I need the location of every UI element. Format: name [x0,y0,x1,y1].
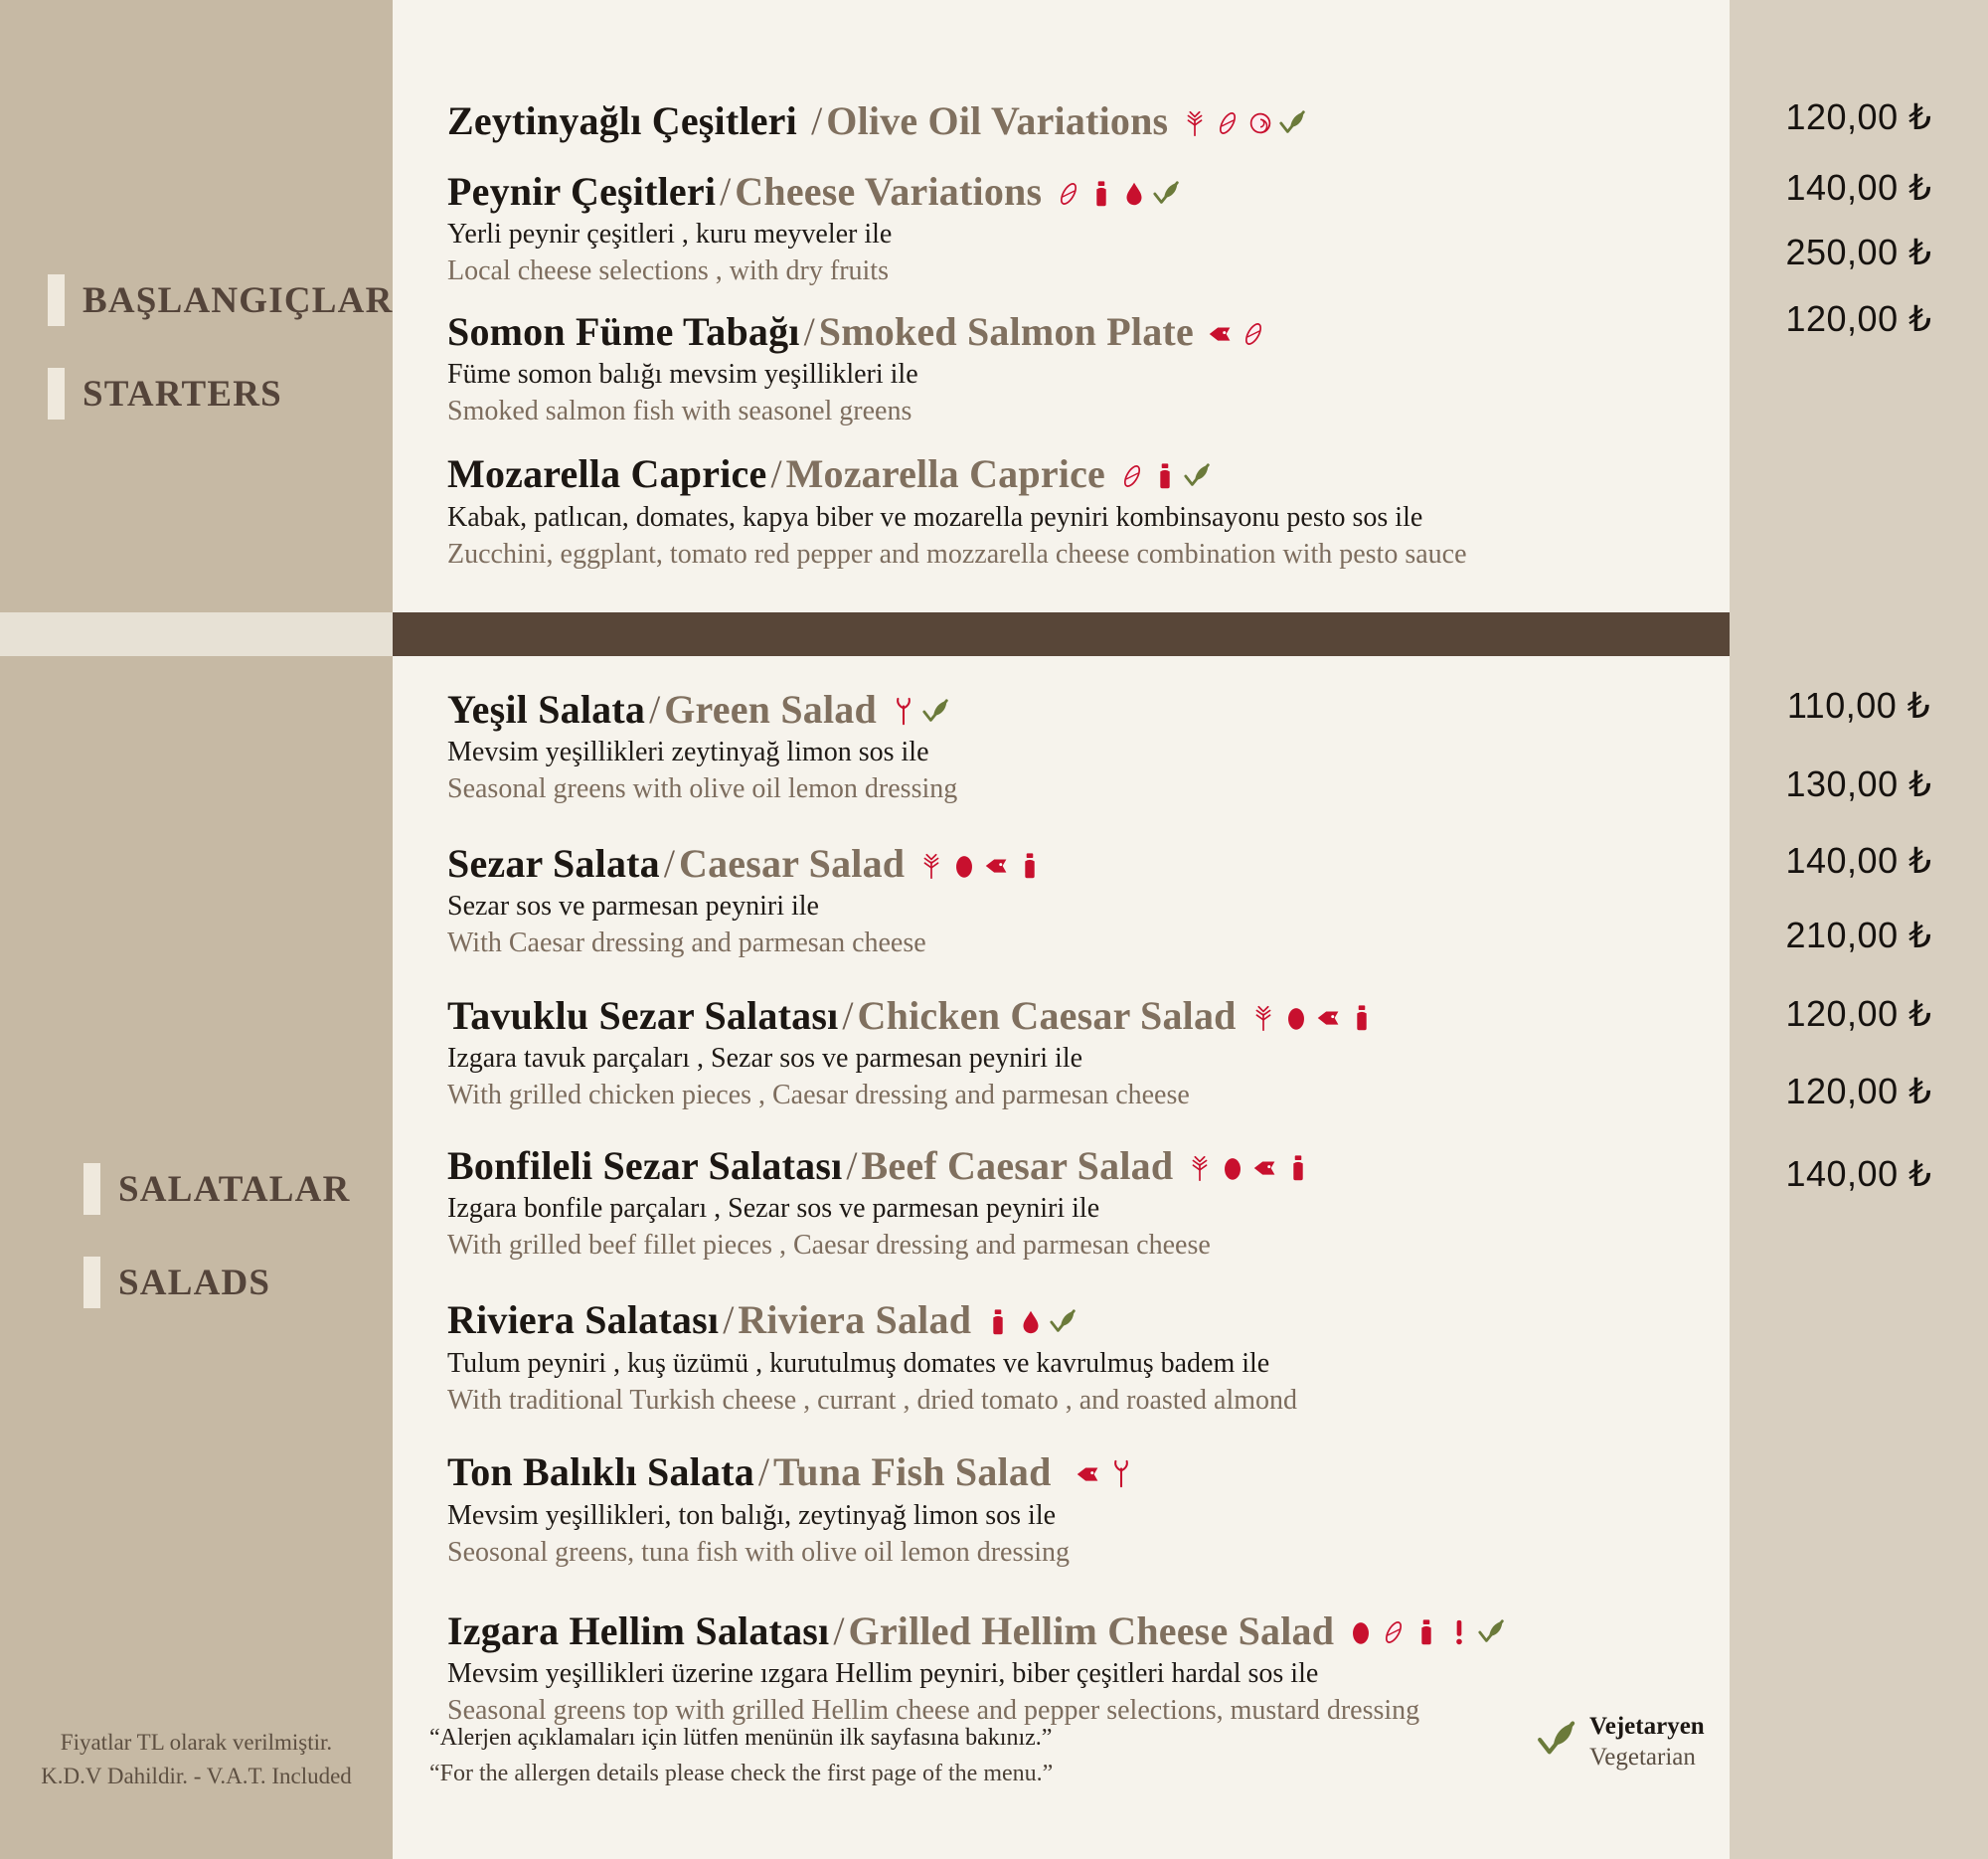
menu-item-price: 140,00 ₺ [1785,1153,1932,1194]
wheat-icon [1180,96,1213,141]
vegetarian-icon [1477,1606,1510,1651]
menu-item-title [447,306,1730,355]
celery-icon [889,685,921,730]
menu-item-title [447,448,1730,497]
vegetarian-icon [1049,1295,1081,1340]
price-disclaimer-line2: K.D.V Dahildir. - V.A.T. Included [41,1764,352,1789]
allergen-icon-group [1206,306,1271,353]
menu-item-price: 140,00 ₺ [1785,840,1932,881]
allergen-icon-group [889,684,954,731]
allergen-icon-group [916,838,1048,885]
mustard-icon [1411,1606,1444,1651]
name-separator: / [720,169,732,215]
egg-icon [1281,991,1314,1036]
fish-icon [1206,307,1239,352]
menu-item-name-tr: Tavuklu Sezar Salatası [447,993,839,1039]
egg-icon [949,839,982,884]
menu-item [393,838,1730,962]
menu-item-price: 210,00 ₺ [1785,915,1932,955]
menu-item-description-tr: Tulum peyniri , kuş üzümü , kurutulmuş domates ve kavrulmuş badem ile [447,1347,1270,1379]
menu-item-name-tr: Mozarella Caprice [447,451,767,497]
name-separator: / [663,841,675,887]
salads-item-list [393,684,1730,1730]
menu-item-name-en: Riviera Salad [738,1297,972,1343]
name-separator: / [842,993,854,1039]
sulphite-icon [1444,1606,1477,1651]
menu-item-title [447,838,1730,887]
menu-item-title [447,990,1730,1039]
menu-item-price: 250,00 ₺ [1785,232,1932,272]
menu-item-description-tr: Mevsim yeşillikleri üzerine ızgara Hellim peyniri, biber çeşitleri hardal sos ile [447,1657,1319,1689]
menu-item-description-tr: Kabak, patlıcan, domates, kapya biber ve mozarella peyniri kombinsayonu pesto sos ile [447,501,1423,533]
menu-item-price: 120,00 ₺ [1785,993,1932,1034]
allergen-icon-group [983,1294,1081,1341]
menu-item [393,448,1730,573]
category-salads-label-tr: SALATALAR [118,1168,351,1210]
vegetarian-icon [1278,96,1311,141]
nut-icon [1239,307,1271,352]
category-starters-label-tr: BAŞLANGIÇLAR [83,279,394,321]
milk-icon [1016,1295,1049,1340]
egg-icon [1346,1606,1379,1651]
menu-item-name-en: Chicken Caesar Salad [857,993,1237,1039]
mustard-icon [1015,839,1048,884]
allergen-note [429,1720,1053,1791]
menu-item-description-en: With traditional Turkish cheese , currant , dried tomato , and roasted almond [447,1384,1298,1416]
vegetarian-icon [1152,167,1185,212]
menu-item-title [447,1446,1730,1495]
mustard-icon [1283,1141,1316,1186]
mustard-icon [983,1295,1016,1340]
menu-item-title [447,1294,1730,1343]
menu-item-name-en: Olive Oil Variations [826,98,1169,143]
menu-item-price: 120,00 ₺ [1785,1071,1932,1111]
menu-item-description-tr: Mevsim yeşillikleri, ton balığı, zeytinyağ limon sos ile [447,1499,1057,1531]
menu-item-name-tr: Zeytinyağlı Çeşitleri [447,98,808,143]
category-starters-tr [48,274,393,326]
menu-item-description-en: Seasonal greens with olive oil lemon dressing [447,773,958,805]
menu-item-name-tr: Somon Füme Tabağı [447,309,800,355]
price-disclaimer [0,1726,393,1793]
menu-item [393,166,1730,290]
name-separator: / [649,687,661,732]
vegetarian-icon [921,685,954,730]
menu-item-name-en: Caesar Salad [679,841,906,887]
category-salads [0,1163,393,1350]
menu-item-title [447,1140,1730,1189]
price-disclaimer-line1: Fiyatlar TL olarak verilmiştir. [60,1730,333,1755]
egg-icon [1218,1141,1250,1186]
vegetarian-legend-labels [1589,1712,1705,1773]
allergen-note-en: “For the allergen details please check the first page of the menu.” [429,1761,1054,1786]
menu-item [393,684,1730,808]
category-tick-icon [83,1257,100,1308]
menu-item-name-en: Green Salad [664,687,877,732]
menu-item-price: 130,00 ₺ [1785,763,1932,804]
category-tick-icon [48,368,65,420]
name-separator: / [757,1449,770,1495]
menu-item-description-tr: Izgara bonfile parçaları , Sezar sos ve parmesan peyniri ile [447,1193,1100,1225]
menu-item-description-en: Seosonal greens, tuna fish with olive oil lemon dressing [447,1536,1071,1568]
menu-item-name-tr: Riviera Salatası [447,1297,720,1343]
menu-item-description-tr: Sezar sos ve parmesan peyniri ile [447,891,819,923]
menu-item-description-tr: Mevsim yeşillikleri zeytinyağ limon sos ile [447,737,929,768]
menu-item-name-en: Tuna Fish Salad [773,1449,1062,1495]
celery-icon [1106,1447,1139,1492]
category-tick-icon [83,1163,100,1215]
allergen-note-tr: “Alerjen açıklamaları için lütfen menünün ilk sayfasına bakınız.” [429,1725,1053,1751]
name-separator: / [803,309,815,355]
vegetarian-legend [1536,1712,1705,1773]
wheat-icon [1185,1141,1218,1186]
menu-item-name-tr: Ton Balıklı Salata [447,1449,754,1495]
menu-item-price: 110,00 ₺ [1786,685,1931,726]
menu-item-name-en: Grilled Hellim Cheese Salad [848,1607,1335,1653]
allergen-icon-group [1117,448,1216,495]
fish-icon [1314,991,1347,1036]
mustard-icon [1150,449,1183,494]
menu-item-description-en: With Caesar dressing and parmesan cheese [447,928,926,959]
section-divider-left [0,612,393,656]
fish-icon [1250,1141,1283,1186]
menu-item-price: 120,00 ₺ [1785,298,1932,339]
fish-icon [982,839,1015,884]
menu-item-name-tr: Izgara Hellim Salatası [447,1607,830,1653]
section-divider-bar [393,612,1730,656]
fish-icon [1074,1447,1106,1492]
menu-item [393,1140,1730,1265]
menu-item-price: 140,00 ₺ [1785,167,1932,208]
menu-item-price: 120,00 ₺ [1785,96,1932,137]
menu-item-description-en: With grilled chicken pieces , Caesar dressing and parmesan cheese [447,1080,1190,1111]
menu-item-name-en: Smoked Salmon Plate [818,309,1194,355]
starters-item-list [393,95,1730,573]
menu-item-title [447,166,1730,215]
category-tick-icon [48,274,65,326]
milk-icon [1119,167,1152,212]
menu-item-description-en: With grilled beef fillet pieces , Caesar dressing and parmesan cheese [447,1230,1211,1262]
vegetarian-icon [1536,1718,1579,1767]
mustard-icon [1347,991,1380,1036]
menu-item-title [447,95,1730,144]
menu-item-name-tr: Yeşil Salata [447,687,646,732]
menu-item-description-en: Seasonal greens top with grilled Hellim cheese and pepper selections, mustard dressing [447,1694,1420,1726]
allergen-icon-group [1074,1446,1139,1493]
menu-item-title [447,1606,1730,1654]
menu-item-description-tr: Füme somon balığı mevsim yeşillikleri ile [447,359,918,391]
menu-item-name-tr: Bonfileli Sezar Salatası [447,1143,843,1189]
category-starters-label-en: STARTERS [83,373,282,415]
section-divider-right [1730,612,1988,656]
name-separator: / [770,451,782,497]
name-separator: / [833,1607,845,1653]
category-salads-label-en: SALADS [118,1262,271,1303]
menu-item-name-en: Cheese Variations [735,169,1043,215]
nut-icon [1379,1606,1411,1651]
name-separator: / [723,1297,735,1343]
name-separator: / [811,98,823,143]
menu-item-description-en: Zucchini, eggplant, tomato red pepper and mozzarella cheese combination with pesto sauce [447,538,1467,570]
menu-item [393,990,1730,1114]
menu-item-description-en: Local cheese selections , with dry fruits [447,255,889,287]
menu-item [393,1606,1730,1730]
category-starters-en [48,368,393,420]
menu-item-title [447,684,1730,733]
menu-item-description-en: Smoked salmon fish with seasonel greens [447,396,912,427]
nut-icon [1054,167,1086,212]
menu-item-name-tr: Peynir Çeşitleri [447,169,717,215]
category-salads-en [83,1257,393,1308]
allergen-icon-group [1054,166,1185,213]
allergen-icon-group [1346,1606,1510,1652]
name-separator: / [846,1143,858,1189]
allergen-icon-group [1180,95,1311,142]
menu-item [393,306,1730,430]
menu-item-name-en: Beef Caesar Salad [861,1143,1174,1189]
menu-item-description-tr: Yerli peynir çeşitleri , kuru meyveler ile [447,219,893,251]
menu-item-description-tr: Izgara tavuk parçaları , Sezar sos ve parmesan peyniri ile [447,1043,1083,1075]
menu-item [393,95,1730,144]
category-starters [0,274,393,461]
wheat-icon [1248,991,1281,1036]
menu-item-name-en: Mozarella Caprice [785,451,1105,497]
menu-item-name-tr: Sezar Salata [447,841,660,887]
vegetarian-icon [1183,449,1216,494]
sesame-icon [1245,96,1278,141]
category-salads-tr [83,1163,393,1215]
nut-icon [1117,449,1150,494]
menu-item [393,1294,1730,1419]
mustard-icon [1086,167,1119,212]
nut-icon [1213,96,1245,141]
allergen-icon-group [1248,990,1380,1037]
wheat-icon [916,839,949,884]
allergen-icon-group [1185,1140,1316,1187]
vegetarian-legend-tr: Vejetaryen [1589,1713,1705,1740]
menu-item [393,1446,1730,1571]
vegetarian-legend-en: Vegetarian [1589,1743,1696,1771]
